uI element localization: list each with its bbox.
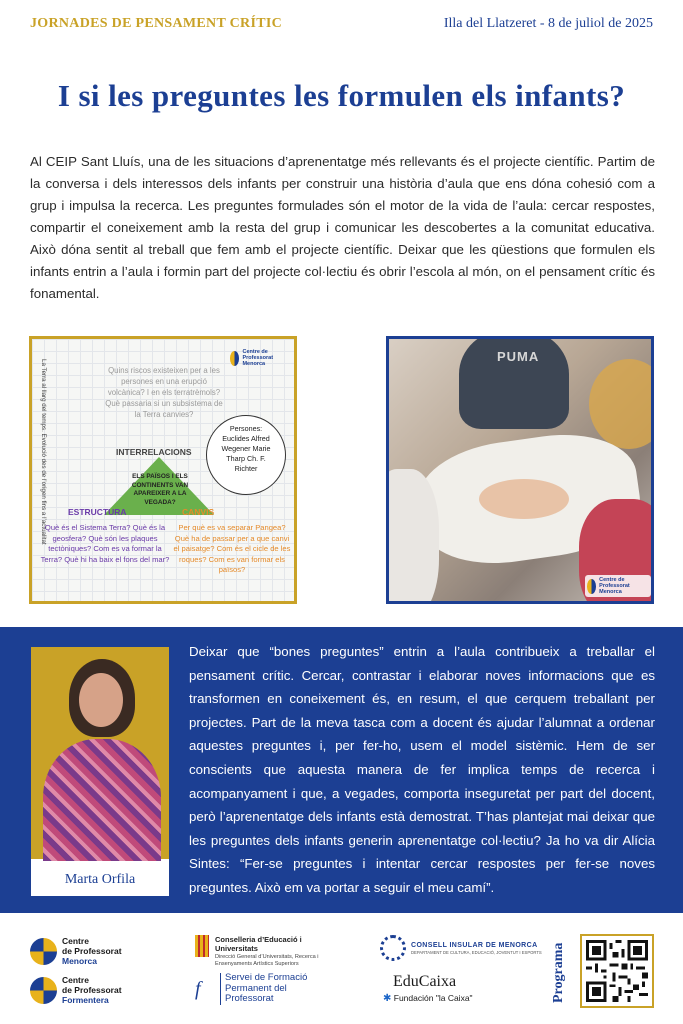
programa-label: Programa bbox=[551, 942, 566, 1003]
cep-menorca-text: Centre de Professorat Menorca bbox=[62, 936, 122, 966]
la-caixa-star-icon: ✱ bbox=[383, 993, 392, 1004]
programa-qr-code[interactable] bbox=[580, 934, 654, 1008]
testimonial-text: Deixar que “bones preguntes” entrin a l’aula contribueix a treballar el pensament crític. Cercar, contrastar i elaborar noves informacions que es transformen en coneixement és, en resum, el que cerquem treballant per projectes. Part de la meva tasca com a docent és ajudar l’alumnat a ordenar aquestes preguntes i, per fer-ho, usem el model sistèmic. Hem de ser conscients que aquesta manera de fer implica temps de recerca i acompanyament i que, a vegades, comporta inseguretat per part del docent, però l’aprenentatge dels infants està demostrat. T’has plantejat mai deixar que les preguntes dels infants generin aprenentatge col·lectiu? Ja ho va dir Alícia Sintes: “Fer-se preguntes i intentar cercar respostes per fer-se noves preguntes. Això em va portar a seguir el meu camí”. bbox=[189, 644, 655, 895]
conselleria-title: Conselleria d’Educació i Universitats bbox=[215, 935, 302, 953]
cep-logo-icon bbox=[230, 351, 239, 366]
photo-child-shape bbox=[589, 359, 654, 449]
portrait-dress bbox=[43, 739, 161, 869]
cep-photo-logo-text: Centre de Professorat Menorca bbox=[599, 577, 630, 595]
author-name: Marta Orfila bbox=[31, 861, 169, 898]
label-canvis: CANVIS bbox=[182, 507, 215, 517]
cep-mini-logo-text: Centre de Professorat Menorca bbox=[242, 349, 274, 367]
fundacio-la-caixa-logo: ✱ Fundación "la Caixa" bbox=[383, 993, 473, 1004]
diagram-structure-questions: Què és el Sistema Terra? Què és la geosfera? Què són les plaques tectòniques? Com es va formar la Terra? Què hi ha baix el fons del mar? bbox=[40, 523, 170, 564]
classroom-photo bbox=[386, 336, 654, 604]
cep-logo-icon bbox=[587, 579, 596, 594]
consell-insular-emblem-icon bbox=[380, 935, 406, 961]
portrait-face bbox=[79, 673, 123, 727]
consell-insular-logo bbox=[380, 935, 542, 961]
persons-list: Euclides Alfred Wegener Marie Tharp Ch. F. Richter bbox=[221, 434, 271, 473]
photo-hands bbox=[479, 479, 569, 519]
label-interrelacions: INTERRELACIONS bbox=[116, 447, 192, 457]
photo-child-shape bbox=[386, 469, 439, 604]
diagram-top-questions: Quins riscos existeixen per a les persones en una erupció volcànica? I en els terratrèmols? Què passaria si un subsistema de la Terra canvies? bbox=[105, 366, 223, 419]
intro-paragraph: Al CEIP Sant Lluís, una de les situacions d’aprenentatge més rellevants és el projecte científic. Partim de la conversa i dels interessos dels infants per construir una història d’aula que ens dóna cohesió com a grup i impulsa la recerca. Les preguntes formulades són el motor de la vida de l’aula: cercar respostes, compartir el coneixement amb la resta del grup i comunicar les descobertes a la comunitat educativa. Això dóna sentit al treball que fem amb el projecte científic. Deixar que les qüestions que formulen els infants entrin a l’aula i formin part del projecte col·lectiu és obrir l’escola al món, on el pensament crític és fonamental. bbox=[30, 154, 655, 301]
qr-code-icon bbox=[586, 940, 648, 1002]
cep-menorca-photo-logo bbox=[585, 575, 651, 597]
cep-menorca-mini-logo bbox=[230, 349, 294, 367]
event-name: JORNADES DE PENSAMENT CRÍTIC bbox=[30, 16, 283, 31]
label-estructura: ESTRUCTURA bbox=[68, 507, 127, 517]
cep-menorca-logo bbox=[30, 936, 122, 966]
cep-formentera-text: Centre de Professorat Formentera bbox=[62, 975, 122, 1005]
diagram-change-questions: Per què es va separar Pangea? Què ha de passar per a que canvi el paisatge? Com és el cicle de les roques? Com es van formar els països? bbox=[173, 523, 291, 574]
sfpp-logo bbox=[195, 973, 307, 1005]
cep-formentera-logo bbox=[30, 975, 122, 1005]
persons-circle bbox=[206, 415, 286, 495]
event-date-location: Illa del Llatzeret - 8 de juliol de 2025 bbox=[443, 16, 653, 31]
diagram-vertical-caption: La Terra al llarg del temps. Evolució des de l’origen fins a l’actualitat bbox=[40, 359, 47, 545]
balearic-shield-icon bbox=[195, 935, 209, 957]
page-title: I si les preguntes les formulen els infants? bbox=[57, 78, 626, 113]
educaixa-logo: EduCaixa bbox=[393, 973, 457, 990]
cep-logo-icon bbox=[30, 938, 57, 965]
sfpp-text: Servei de Formació Permanent del Professorat bbox=[220, 973, 307, 1005]
consell-insular-text: CONSELL INSULAR DE MENORCA DEPARTAMENT DE CULTURA, EDUCACIÓ, JOVENTUT I ESPORTS bbox=[411, 941, 542, 955]
sfpp-mark-icon: f bbox=[195, 978, 201, 1000]
photo-shirt-text: PUMA bbox=[497, 349, 540, 364]
diagram-central-question: ELS PAÏSOS I ELS CONTINENTS VAN APAREIXER A LA VEGADA? bbox=[131, 473, 189, 506]
author-portrait bbox=[29, 645, 171, 898]
persons-title: Persones: bbox=[229, 424, 263, 433]
cep-logo-icon bbox=[30, 977, 57, 1004]
systemic-model-diagram bbox=[29, 336, 297, 604]
conselleria-subtitle: Direcció General d’Universitats, Recerca i Ensenyaments Artístics Superiors bbox=[215, 954, 319, 967]
